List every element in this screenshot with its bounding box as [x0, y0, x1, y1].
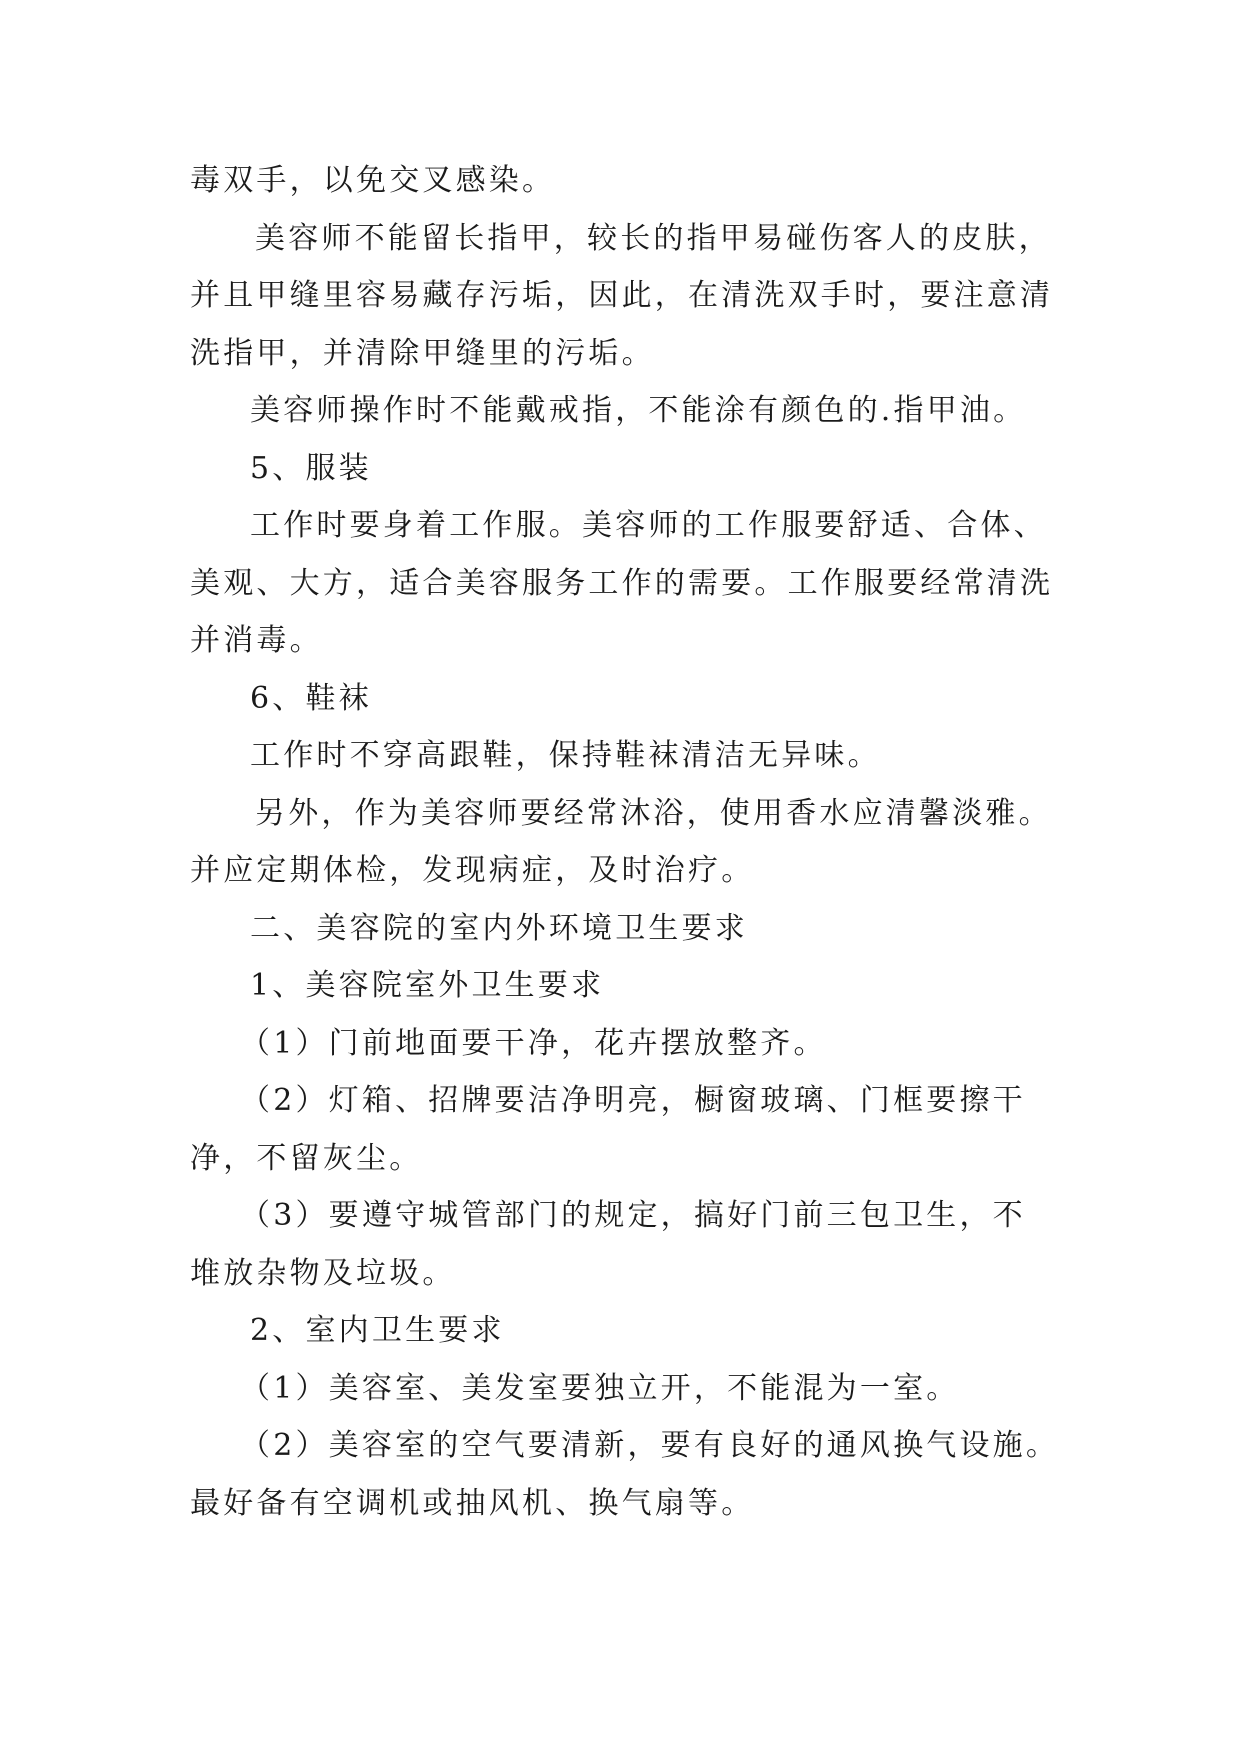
section-heading: 5、服装	[250, 450, 372, 486]
text-line: 并消毒。	[190, 623, 323, 658]
text-line: 净，不留灰尘。	[190, 1140, 423, 1176]
section-heading: 6、鞋袜	[250, 680, 372, 716]
section-heading: 二、美容院的室内外环境卫生要求	[250, 910, 748, 946]
text-line: 最好备有空调机或抽风机、换气扇等。	[190, 1485, 755, 1521]
text-line: 洗指甲，并清除甲缝里的污垢。	[190, 335, 655, 371]
text-line: 并应定期体检，发现病症，及时治疗。	[190, 853, 755, 888]
paragraph-line: 工作时不穿高跟鞋，保持鞋袜清洁无异味。	[250, 738, 881, 773]
paragraph-line: 美容师不能留长指甲，较长的指甲易碰伤客人的皮肤，	[255, 220, 1052, 256]
paragraph-line: 工作时要身着工作服。美容师的工作服要舒适、合体、	[250, 508, 1047, 543]
section-heading: 1、美容院室外卫生要求	[250, 968, 605, 1003]
list-item: （1）美容室、美发室要独立开，不能混为一室。	[240, 1370, 960, 1406]
paragraph-line: 另外，作为美容师要经常沐浴，使用香水应清馨淡雅。	[255, 795, 1052, 831]
text-line: 并且甲缝里容易藏存污垢，因此，在清洗双手时，要注意清	[190, 278, 1054, 313]
text-line: 堆放杂物及垃圾。	[190, 1255, 456, 1291]
text-line: 美观、大方，适合美容服务工作的需要。工作服要经常清洗	[190, 565, 1054, 601]
list-item: （2）灯箱、招牌要洁净明亮，橱窗玻璃、门框要擦干	[240, 1083, 1026, 1118]
list-item: （1）门前地面要干净，花卉摆放整齐。	[240, 1025, 827, 1061]
document-body	[190, 152, 1070, 1532]
list-item: （2）美容室的空气要清新，要有良好的通风换气设施。	[240, 1428, 1060, 1463]
list-item: （3）要遵守城管部门的规定，搞好门前三包卫生，不	[240, 1198, 1026, 1233]
section-heading: 2、室内卫生要求	[250, 1313, 505, 1348]
paragraph-line: 美容师操作时不能戴戒指，不能涂有颜色的.指甲油。	[250, 393, 1027, 428]
text-line: 毒双手，以免交叉感染。	[190, 163, 556, 198]
